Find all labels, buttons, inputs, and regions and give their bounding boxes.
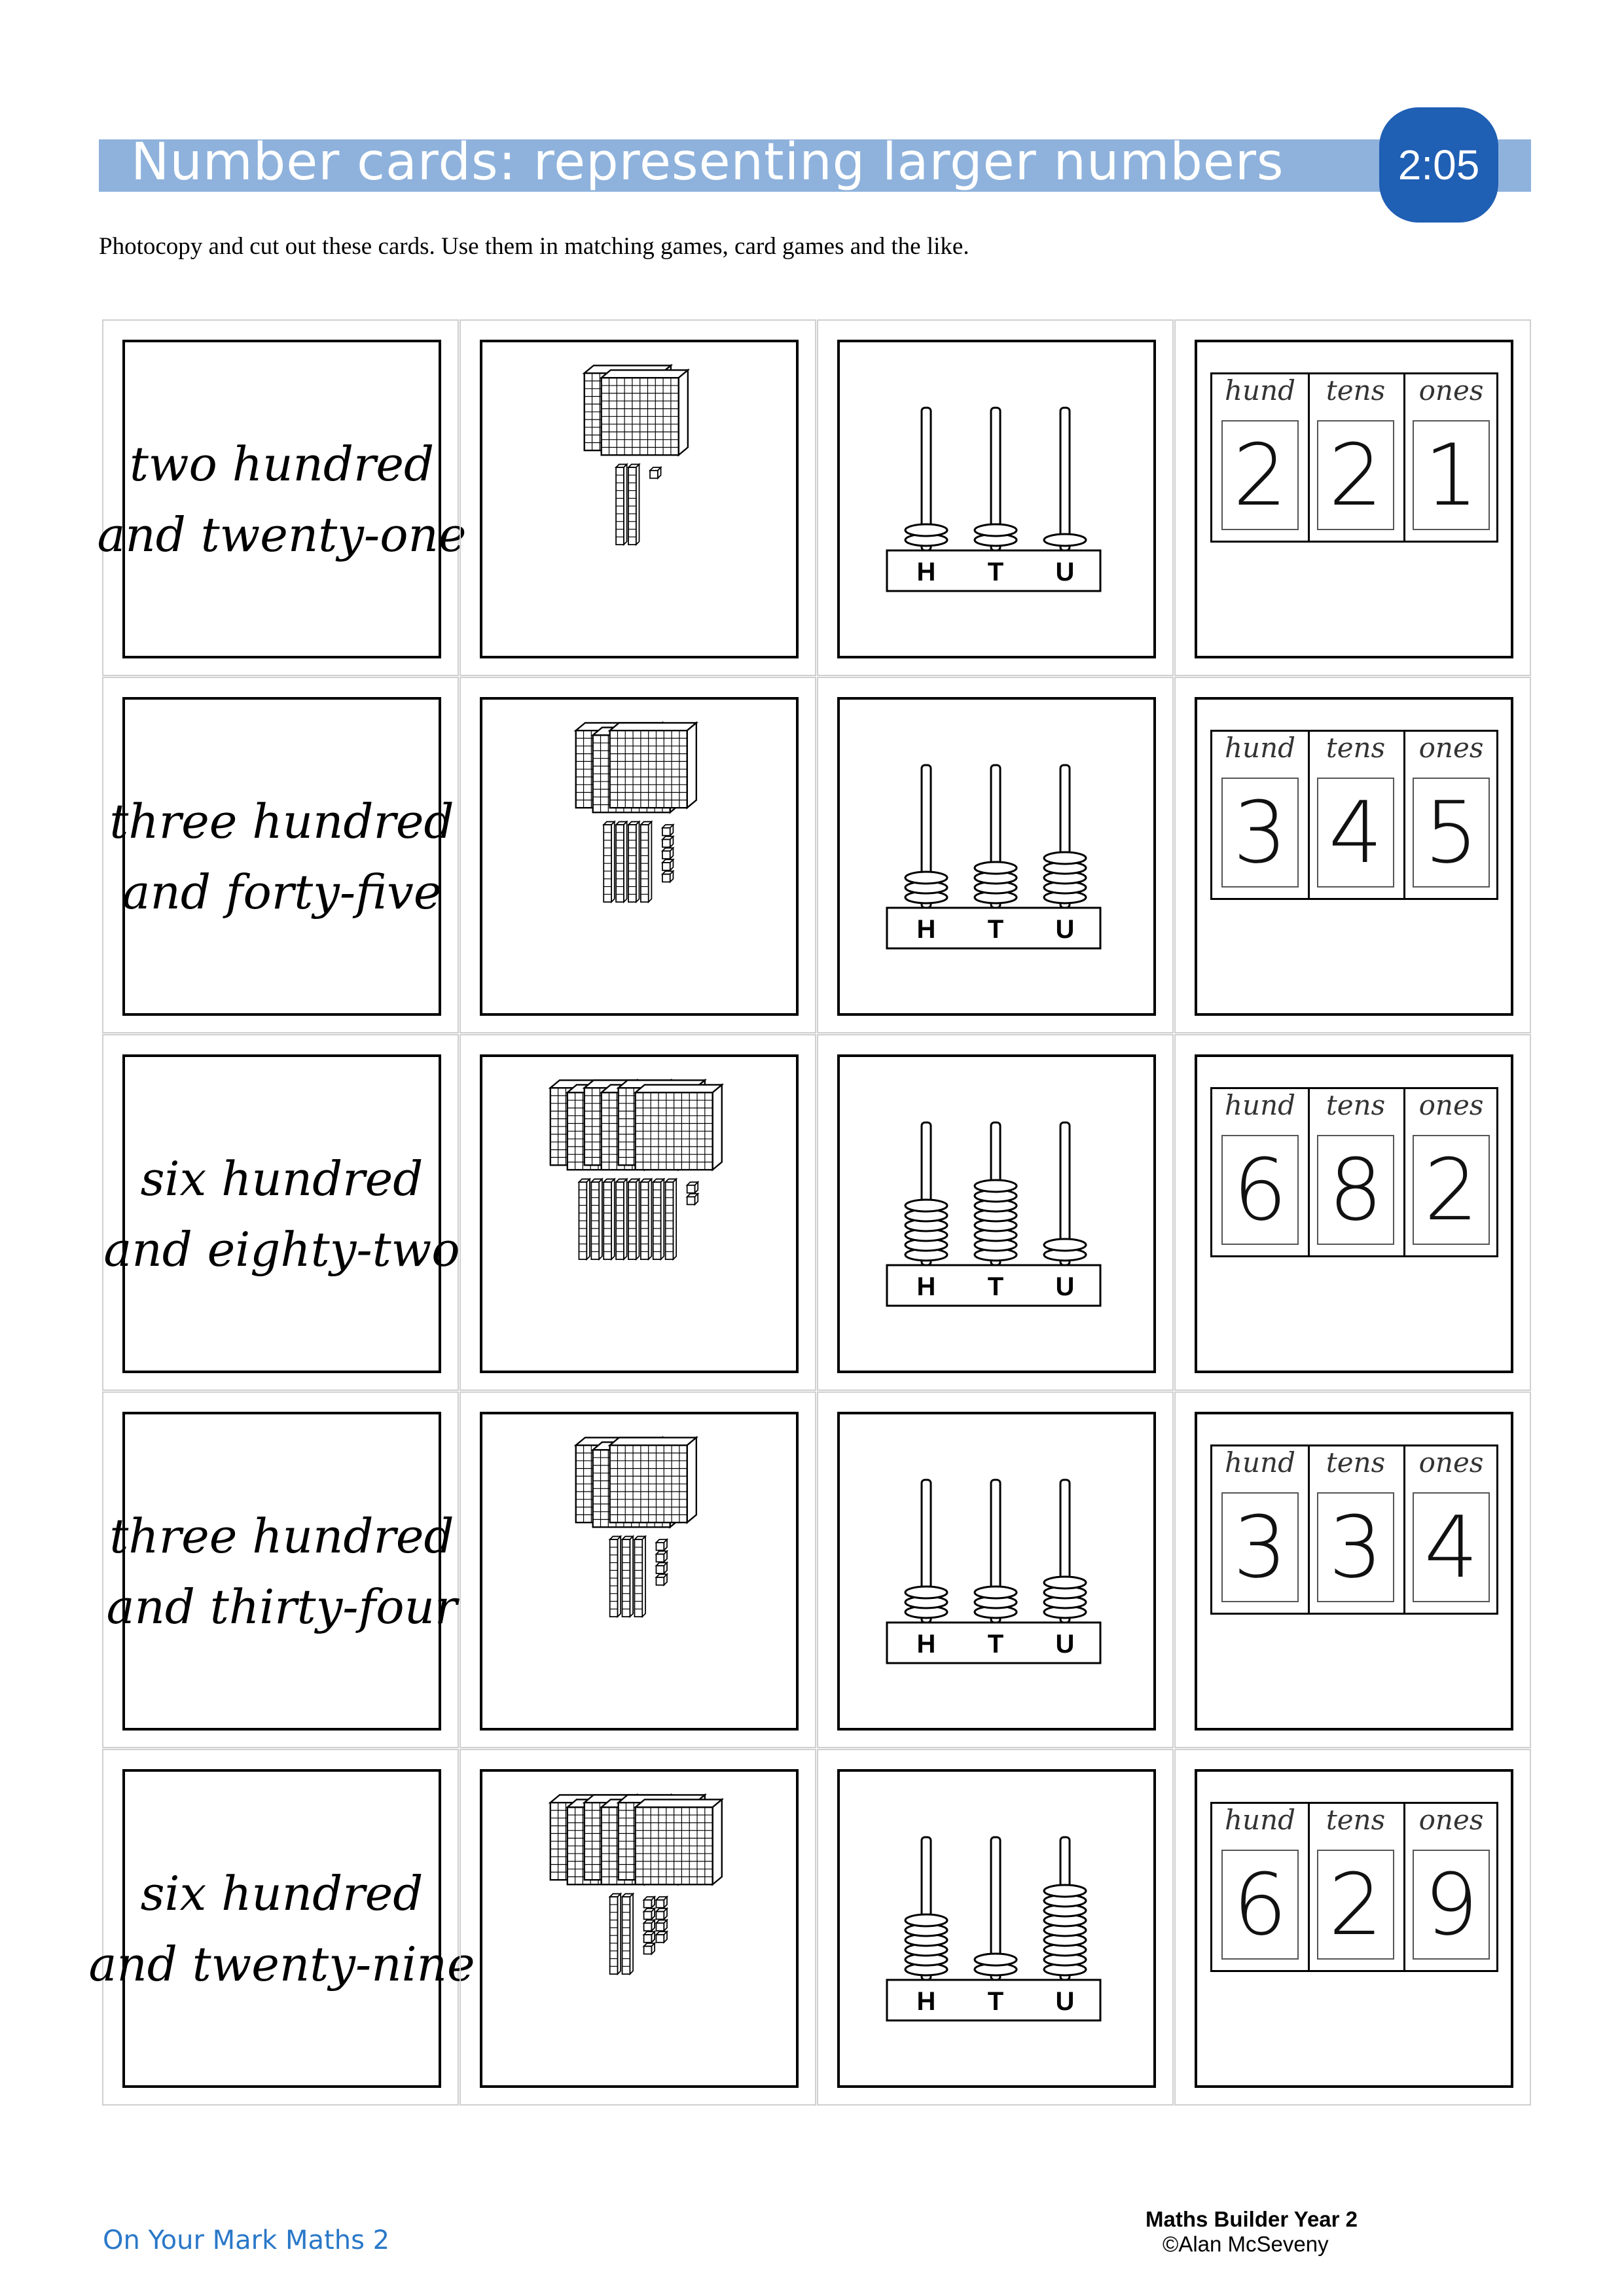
ten-rod-block: [604, 1179, 615, 1259]
base-ten-blocks-card: [480, 1412, 799, 1731]
abacus-bead: [1044, 852, 1086, 864]
abacus-card: [837, 340, 1156, 658]
place-value-card: [1195, 697, 1513, 1016]
place-value-chart: [1210, 372, 1498, 543]
one-unit-cube: [650, 467, 661, 478]
place-value-heading: hund: [1224, 1446, 1296, 1479]
abacus-label: H: [916, 1987, 936, 2016]
place-value-card: [1195, 340, 1513, 658]
number-words-card: [88, 1769, 475, 2088]
ten-rod-block: [628, 821, 640, 902]
ten-rod-block: [610, 1893, 621, 1974]
number-words-line: and twenty-nine: [88, 1936, 475, 1992]
place-value-divider: [1308, 374, 1310, 541]
abacus-rod: [905, 1122, 947, 1265]
abacus-bead: [1044, 1239, 1086, 1251]
card-cell: [1174, 319, 1531, 676]
one-unit-cube: [656, 1909, 667, 1920]
card-cell: [460, 319, 816, 676]
place-value-heading: hund: [1224, 1804, 1296, 1836]
hundred-flat-block: [610, 723, 696, 808]
abacus-label: U: [1055, 1272, 1075, 1301]
card-cell: [102, 1391, 459, 1748]
abacus-bead: [905, 1587, 947, 1598]
abacus-rod: [905, 1480, 947, 1623]
abacus-label: H: [916, 1272, 936, 1301]
abacus-label: U: [1055, 915, 1075, 944]
abacus-bead: [975, 1587, 1017, 1598]
one-unit-cube: [656, 1574, 667, 1585]
number-words: [103, 1057, 460, 1371]
abacus-rod: [1044, 1837, 1086, 1980]
card-grid: [88, 319, 1533, 2106]
base-ten-blocks-card: [480, 697, 799, 1016]
place-value-digit: 6: [1221, 1850, 1299, 1960]
abacus-picture: [840, 1772, 1153, 2085]
card-cell: [460, 1034, 816, 1391]
ten-rod-block: [634, 1536, 645, 1617]
abacus-label: H: [916, 558, 936, 586]
one-unit-cube: [644, 1897, 655, 1908]
place-value-heading: ones: [1418, 1446, 1484, 1479]
abacus-picture: [840, 1414, 1153, 1728]
place-value-digit: 8: [1317, 1135, 1394, 1245]
hundred-flat-block: [610, 1437, 696, 1522]
abacus-rod: [1044, 765, 1086, 908]
place-value-heading: hund: [1224, 1089, 1296, 1121]
place-value-heading: tens: [1326, 732, 1386, 764]
card-cell: [817, 677, 1174, 1033]
ten-rod-block: [623, 1893, 634, 1974]
abacus-bead: [905, 1914, 947, 1926]
abacus-rod: [975, 765, 1017, 908]
abacus-label: T: [987, 1987, 1004, 2016]
one-unit-cube: [662, 825, 674, 836]
place-value-digit: 9: [1413, 1850, 1490, 1960]
number-words-line: and twenty-one: [97, 507, 467, 562]
activity-number-badge: 2:05: [1379, 107, 1498, 223]
one-unit-cube: [644, 1931, 655, 1943]
one-unit-cube: [644, 1909, 655, 1920]
abacus-rod: [1044, 1122, 1086, 1265]
abacus-bead: [975, 1954, 1017, 1965]
base-ten-blocks-card: [480, 1054, 799, 1373]
ten-rod-block: [641, 1179, 652, 1259]
abacus-label: H: [916, 1630, 936, 1659]
number-words: [106, 1414, 458, 1728]
abacus-bead: [975, 524, 1017, 536]
ten-rod-block: [616, 464, 627, 545]
base-ten-blocks: [482, 342, 796, 656]
ten-rod-block: [616, 821, 627, 902]
abacus-label: H: [916, 915, 936, 944]
place-value-chart: [1210, 1802, 1498, 1972]
place-value-card: [1195, 1054, 1513, 1373]
base-ten-blocks: [482, 1772, 796, 2085]
number-words-line: six hundred: [140, 1865, 424, 1921]
place-value-digit: 4: [1317, 778, 1394, 888]
one-unit-cube: [656, 1551, 667, 1562]
card-cell: [1174, 1749, 1531, 2106]
instructions: Photocopy and cut out these cards. Use them in matching games, card games and the like.: [99, 233, 969, 260]
number-words-line: and thirty-four: [106, 1579, 458, 1634]
abacus-bead: [975, 1180, 1017, 1192]
place-value-heading: hund: [1224, 732, 1296, 764]
abacus-bead: [905, 524, 947, 536]
place-value-heading: ones: [1418, 1804, 1484, 1836]
abacus-label: U: [1055, 1630, 1075, 1659]
one-unit-cube: [656, 1539, 667, 1551]
abacus-rod: [975, 1837, 1017, 1980]
ten-rod-block: [591, 1179, 602, 1259]
page-title: Number cards: representing larger numbers: [131, 133, 1284, 192]
abacus-label: U: [1055, 1987, 1075, 2016]
abacus-label: T: [987, 915, 1004, 944]
number-words-line: three hundred: [109, 793, 454, 849]
ten-rod-block: [628, 464, 640, 545]
place-value-heading: tens: [1326, 1804, 1386, 1836]
abacus-rod: [1044, 408, 1086, 550]
place-value-heading: ones: [1418, 374, 1484, 406]
place-value-card: [1195, 1769, 1513, 2088]
base-ten-blocks-card: [480, 340, 799, 658]
base-ten-blocks: [482, 700, 796, 1013]
card-cell: [88, 1749, 475, 2106]
place-value-chart: [1210, 1444, 1498, 1615]
place-value-digit: 4: [1413, 1492, 1490, 1602]
number-words-line: and forty-five: [122, 864, 442, 920]
abacus-card: [837, 1412, 1156, 1731]
card-cell: [817, 319, 1174, 676]
hundred-flat-block: [602, 370, 688, 455]
card-cell: [1174, 677, 1531, 1033]
base-ten-blocks: [482, 1414, 796, 1728]
ten-rod-block: [610, 1536, 621, 1617]
place-value-divider: [1308, 1804, 1310, 1970]
abacus-picture: [840, 342, 1153, 656]
abacus-label: T: [987, 558, 1004, 586]
number-words-line: two hundred: [129, 436, 435, 492]
place-value-card: [1195, 1412, 1513, 1731]
one-unit-cube: [656, 1897, 667, 1908]
hundred-flat-block: [636, 1799, 722, 1884]
abacus-bead: [1044, 1885, 1086, 1897]
abacus-picture: [840, 1057, 1153, 1371]
place-value-digit: 6: [1221, 1135, 1299, 1245]
ten-rod-block: [616, 1179, 627, 1259]
abacus-rod: [905, 765, 947, 908]
ten-rod-block: [628, 1179, 640, 1259]
place-value-digit: 3: [1317, 1492, 1394, 1602]
place-value-digit: 2: [1221, 420, 1299, 530]
one-unit-cube: [644, 1943, 655, 1954]
place-value-digit: 3: [1221, 1492, 1299, 1602]
place-value-divider: [1308, 1089, 1310, 1255]
place-value-heading: ones: [1418, 1089, 1484, 1121]
card-cell: [460, 677, 816, 1033]
number-words: [88, 1772, 475, 2085]
place-value-divider: [1403, 732, 1405, 898]
place-value-heading: hund: [1224, 374, 1296, 406]
abacus-label: U: [1055, 558, 1075, 586]
base-ten-blocks-card: [480, 1769, 799, 2088]
abacus-card: [837, 697, 1156, 1016]
one-unit-cube: [662, 859, 674, 870]
place-value-heading: tens: [1326, 1446, 1386, 1479]
one-unit-cube: [662, 848, 674, 859]
abacus-label: T: [987, 1272, 1004, 1301]
footer-book-title: Maths Builder Year 2: [1146, 2207, 1358, 2231]
one-unit-cube: [687, 1194, 698, 1205]
number-words-card: [106, 1412, 458, 1731]
abacus-rod: [905, 1837, 947, 1980]
ten-rod-block: [579, 1179, 590, 1259]
abacus-bead: [1044, 534, 1086, 546]
place-value-chart: [1210, 1087, 1498, 1257]
place-value-chart: [1210, 730, 1498, 900]
one-unit-cube: [644, 1920, 655, 1931]
place-value-digit: 3: [1221, 778, 1299, 888]
ten-rod-block: [604, 821, 615, 902]
abacus-card: [837, 1769, 1156, 2088]
base-ten-blocks: [482, 1057, 796, 1371]
ten-rod-block: [641, 821, 652, 902]
ten-rod-block: [666, 1179, 677, 1259]
one-unit-cube: [656, 1920, 667, 1931]
abacus-bead: [905, 872, 947, 884]
place-value-heading: tens: [1326, 1089, 1386, 1121]
place-value-divider: [1308, 1446, 1310, 1613]
abacus-rod: [905, 408, 947, 550]
number-words: [109, 700, 454, 1013]
place-value-divider: [1403, 1804, 1405, 1970]
abacus-picture: [840, 700, 1153, 1013]
card-cell: [460, 1749, 816, 2106]
number-words-line: six hundred: [140, 1151, 424, 1206]
card-cell: [1174, 1391, 1531, 1748]
place-value-divider: [1403, 1446, 1405, 1613]
place-value-divider: [1308, 732, 1310, 898]
abacus-label: T: [987, 1630, 1004, 1659]
place-value-digit: 2: [1317, 1850, 1394, 1960]
card-cell: [97, 319, 467, 676]
place-value-digit: 2: [1317, 420, 1394, 530]
ten-rod-block: [653, 1179, 664, 1259]
place-value-digit: 2: [1413, 1135, 1490, 1245]
footer-series-name: On Your Mark Maths 2: [103, 2225, 390, 2255]
number-words-card: [97, 340, 467, 658]
card-cell: [817, 1391, 1174, 1748]
abacus-bead: [905, 1200, 947, 1211]
abacus-card: [837, 1054, 1156, 1373]
abacus-rod: [975, 1122, 1017, 1265]
number-words: [97, 342, 467, 656]
number-words-line: three hundred: [109, 1508, 454, 1564]
ten-rod-block: [623, 1536, 634, 1617]
place-value-heading: tens: [1326, 374, 1386, 406]
one-unit-cube: [656, 1931, 667, 1943]
one-unit-cube: [687, 1182, 698, 1193]
one-unit-cube: [662, 871, 674, 882]
abacus-rod: [975, 408, 1017, 550]
hundred-flat-block: [636, 1085, 722, 1170]
abacus-rod: [975, 1480, 1017, 1623]
number-words-card: [109, 697, 454, 1016]
card-cell: [1174, 1034, 1531, 1391]
abacus-bead: [975, 862, 1017, 874]
place-value-divider: [1403, 374, 1405, 541]
place-value-digit: 1: [1413, 420, 1490, 530]
one-unit-cube: [656, 1563, 667, 1574]
number-words-card: [103, 1054, 460, 1373]
place-value-divider: [1403, 1089, 1405, 1255]
abacus-rod: [1044, 1480, 1086, 1623]
card-cell: [102, 1034, 459, 1391]
number-words-line: and eighty-two: [103, 1221, 460, 1277]
one-unit-cube: [662, 836, 674, 848]
card-cell: [817, 1034, 1174, 1391]
place-value-digit: 5: [1413, 778, 1490, 888]
card-cell: [817, 1749, 1174, 2106]
footer-copyright: ©Alan McSeveny: [1163, 2232, 1329, 2256]
abacus-bead: [1044, 1577, 1086, 1588]
card-cell: [460, 1391, 816, 1748]
card-cell: [102, 677, 459, 1033]
place-value-heading: ones: [1418, 732, 1484, 764]
